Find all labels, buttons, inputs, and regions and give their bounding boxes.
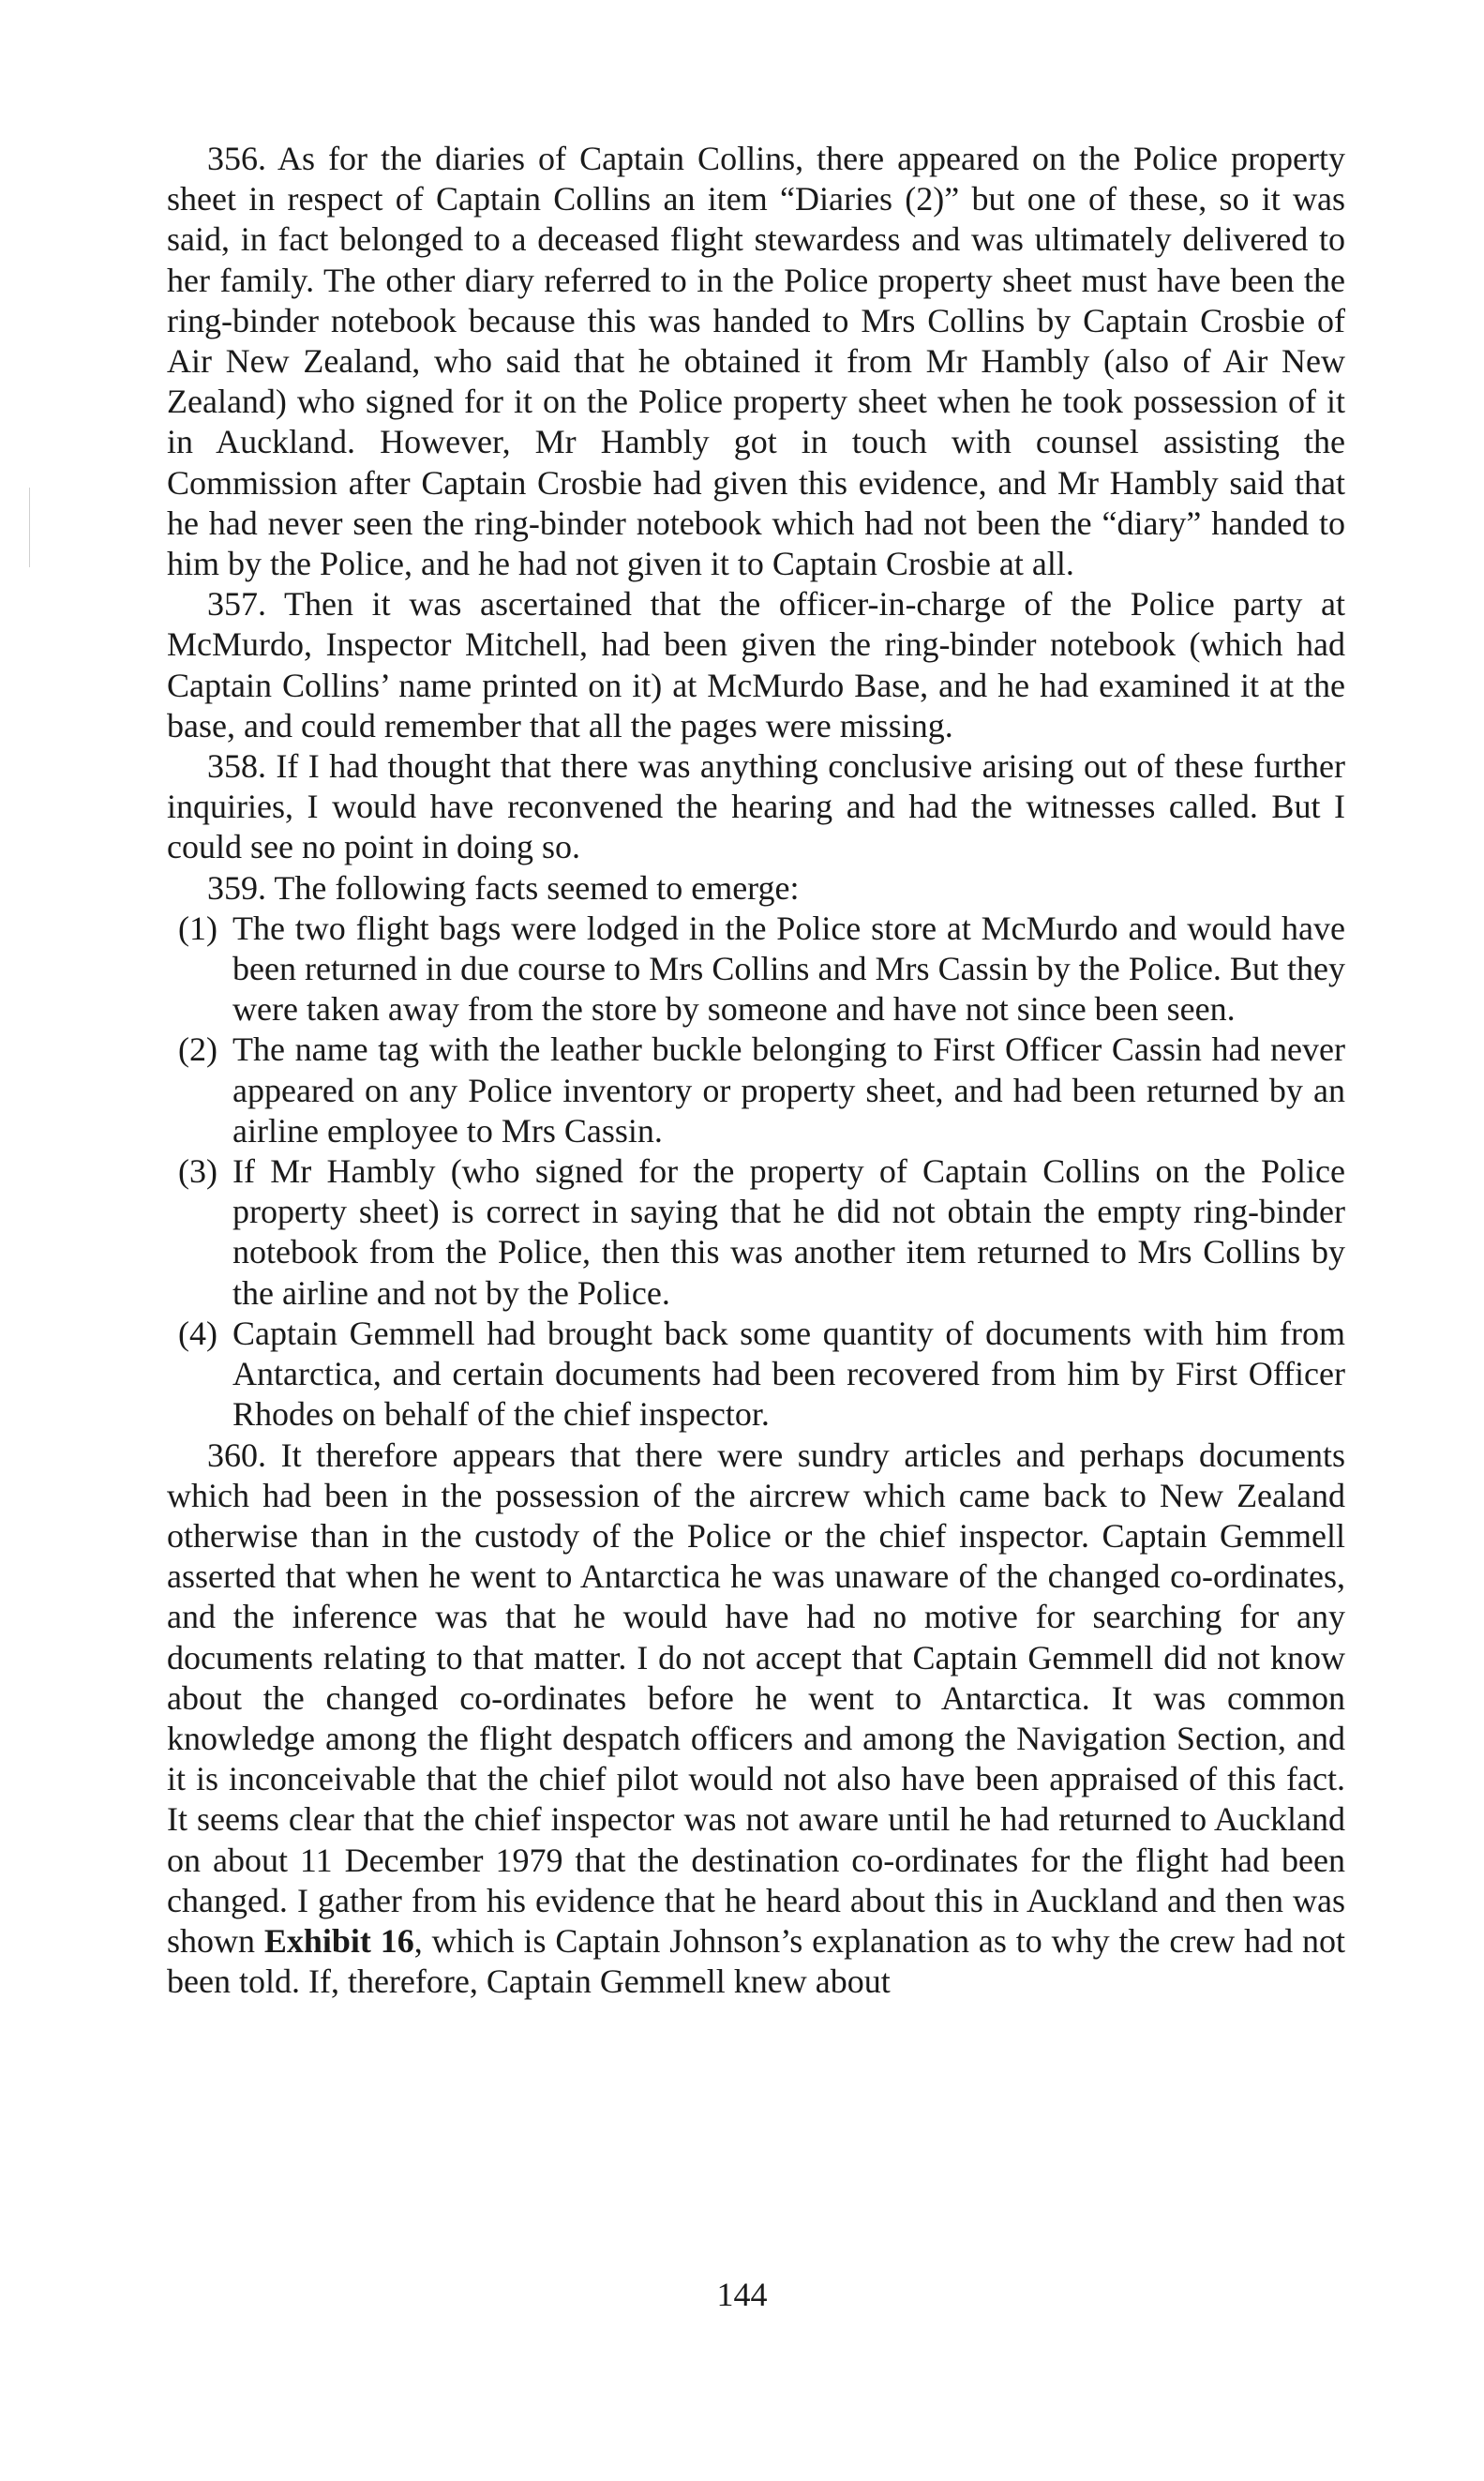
paragraph-356: 356. As for the diaries of Captain Collins, there appeared on the Police property sheet in respect of Captain Collins an item “Diaries (2)” but one of these, so it was said, in fact belonged to a deceased flight stewardess and was ultimately delivered to her family. The other diary referred to in the Police property sheet must have been the ring-binder notebook because this was handed to Mrs Collins by Captain Crosbie of Air New Zealand, who said that he obtained it from Mr Hambly (also of Air New Zealand) who signed for it on the Police property sheet when he took possession of it in Auckland. However, Mr Hambly got in touch with counsel assisting the Commission after Captain Crosbie had given this evidence, and Mr Hambly said that he had never seen the ring-binder notebook which had not been the “diary” handed to him by the Police, and he had not given it to Captain Crosbie at all.: [167, 140, 1345, 583]
paragraph-360-text-end: , which is Captain Johnson’s explanation as to why the crew had not been told. If, therefore, Captain Gemmell knew about: [167, 1921, 1346, 2001]
paragraph-358: 358. If I had thought that there was anything conclusive arising out of these further inquiries, I would have reconvened the hearing and had the witnesses called. But I could see no point in doing so.: [167, 747, 1345, 866]
margin-scan-line: [29, 488, 30, 567]
list-item-number: (3): [178, 1152, 217, 1191]
list-item: [167, 909, 1345, 1030]
paragraph-357: 357. Then it was ascertained that the officer-in-charge of the Police party at McMurdo, Inspector Mitchell, had been given the ring-binder notebook (which had Captain Collins’ name printed on it) at McMurdo Base, and he had examined it at the base, and could remember that all the pages were missing.: [167, 585, 1345, 744]
list-item-number: (4): [178, 1314, 217, 1352]
paragraph-360: [167, 1436, 1345, 2003]
list-item-text: Captain Gemmell had brought back some quantity of documents with him from Antarctica, and certain documents had been recovered from him by First Officer Rhodes on behalf of the chief inspector.: [232, 1314, 1345, 1434]
paragraph-360-text-start: 360. It therefore appears that there were sundry articles and perhaps documents which had been in the possession of the aircrew which came back to New Zealand otherwise than in the custody of the Police or the chief inspector. Captain Gemmell asserted that when he went to Antarctica he was unaware of the changed co-ordinates, and the inference was that he would have had no motive for searching for any documents relating to that matter. I do not accept that Captain Gemmell did not know about the changed co-ordinates before he went to Antarctica. It was common knowledge among the flight despatch officers and among the Navigation Section, and it is inconceivable that the chief pilot would not also have been appraised of this fact. It seems clear that the chief inspector was not aware until he had returned to Auckland on about 11 December 1979 that the destination co-ordinates for the flight had been changed. I gather from his evidence that he heard about this in Auckland and then was shown: [167, 1436, 1345, 1960]
list-item-text: The two flight bags were lodged in the Police store at McMurdo and would have been returned in due course to Mrs Collins and Mrs Cassin by the Police. But they were taken away from the store by someone and have not since been seen.: [232, 909, 1345, 1029]
exhibit-reference: Exhibit 16: [263, 1921, 414, 1960]
document-page: [167, 139, 1345, 2002]
page-number: 144: [716, 2276, 768, 2313]
list-item-text: If Mr Hambly (who signed for the property of Captain Collins on the Police property sheet) is correct in saying that he did not obtain the empty ring-binder notebook from the Police, then this was another item returned to Mrs Collins by the airline and not by the Police.: [232, 1152, 1345, 1312]
list-item: [167, 1030, 1345, 1151]
list-item-number: (2): [178, 1030, 217, 1069]
paragraph-359: 359. The following facts seemed to emerge:: [207, 868, 800, 907]
facts-list: [167, 909, 1345, 1436]
list-item: [167, 1151, 1345, 1314]
list-item: [167, 1314, 1345, 1436]
list-item-text: The name tag with the leather buckle belonging to First Officer Cassin had never appeared on any Police inventory or property sheet, and had been returned by an airline employee to Mrs Cassin.: [232, 1030, 1345, 1150]
list-item-number: (1): [178, 909, 217, 947]
